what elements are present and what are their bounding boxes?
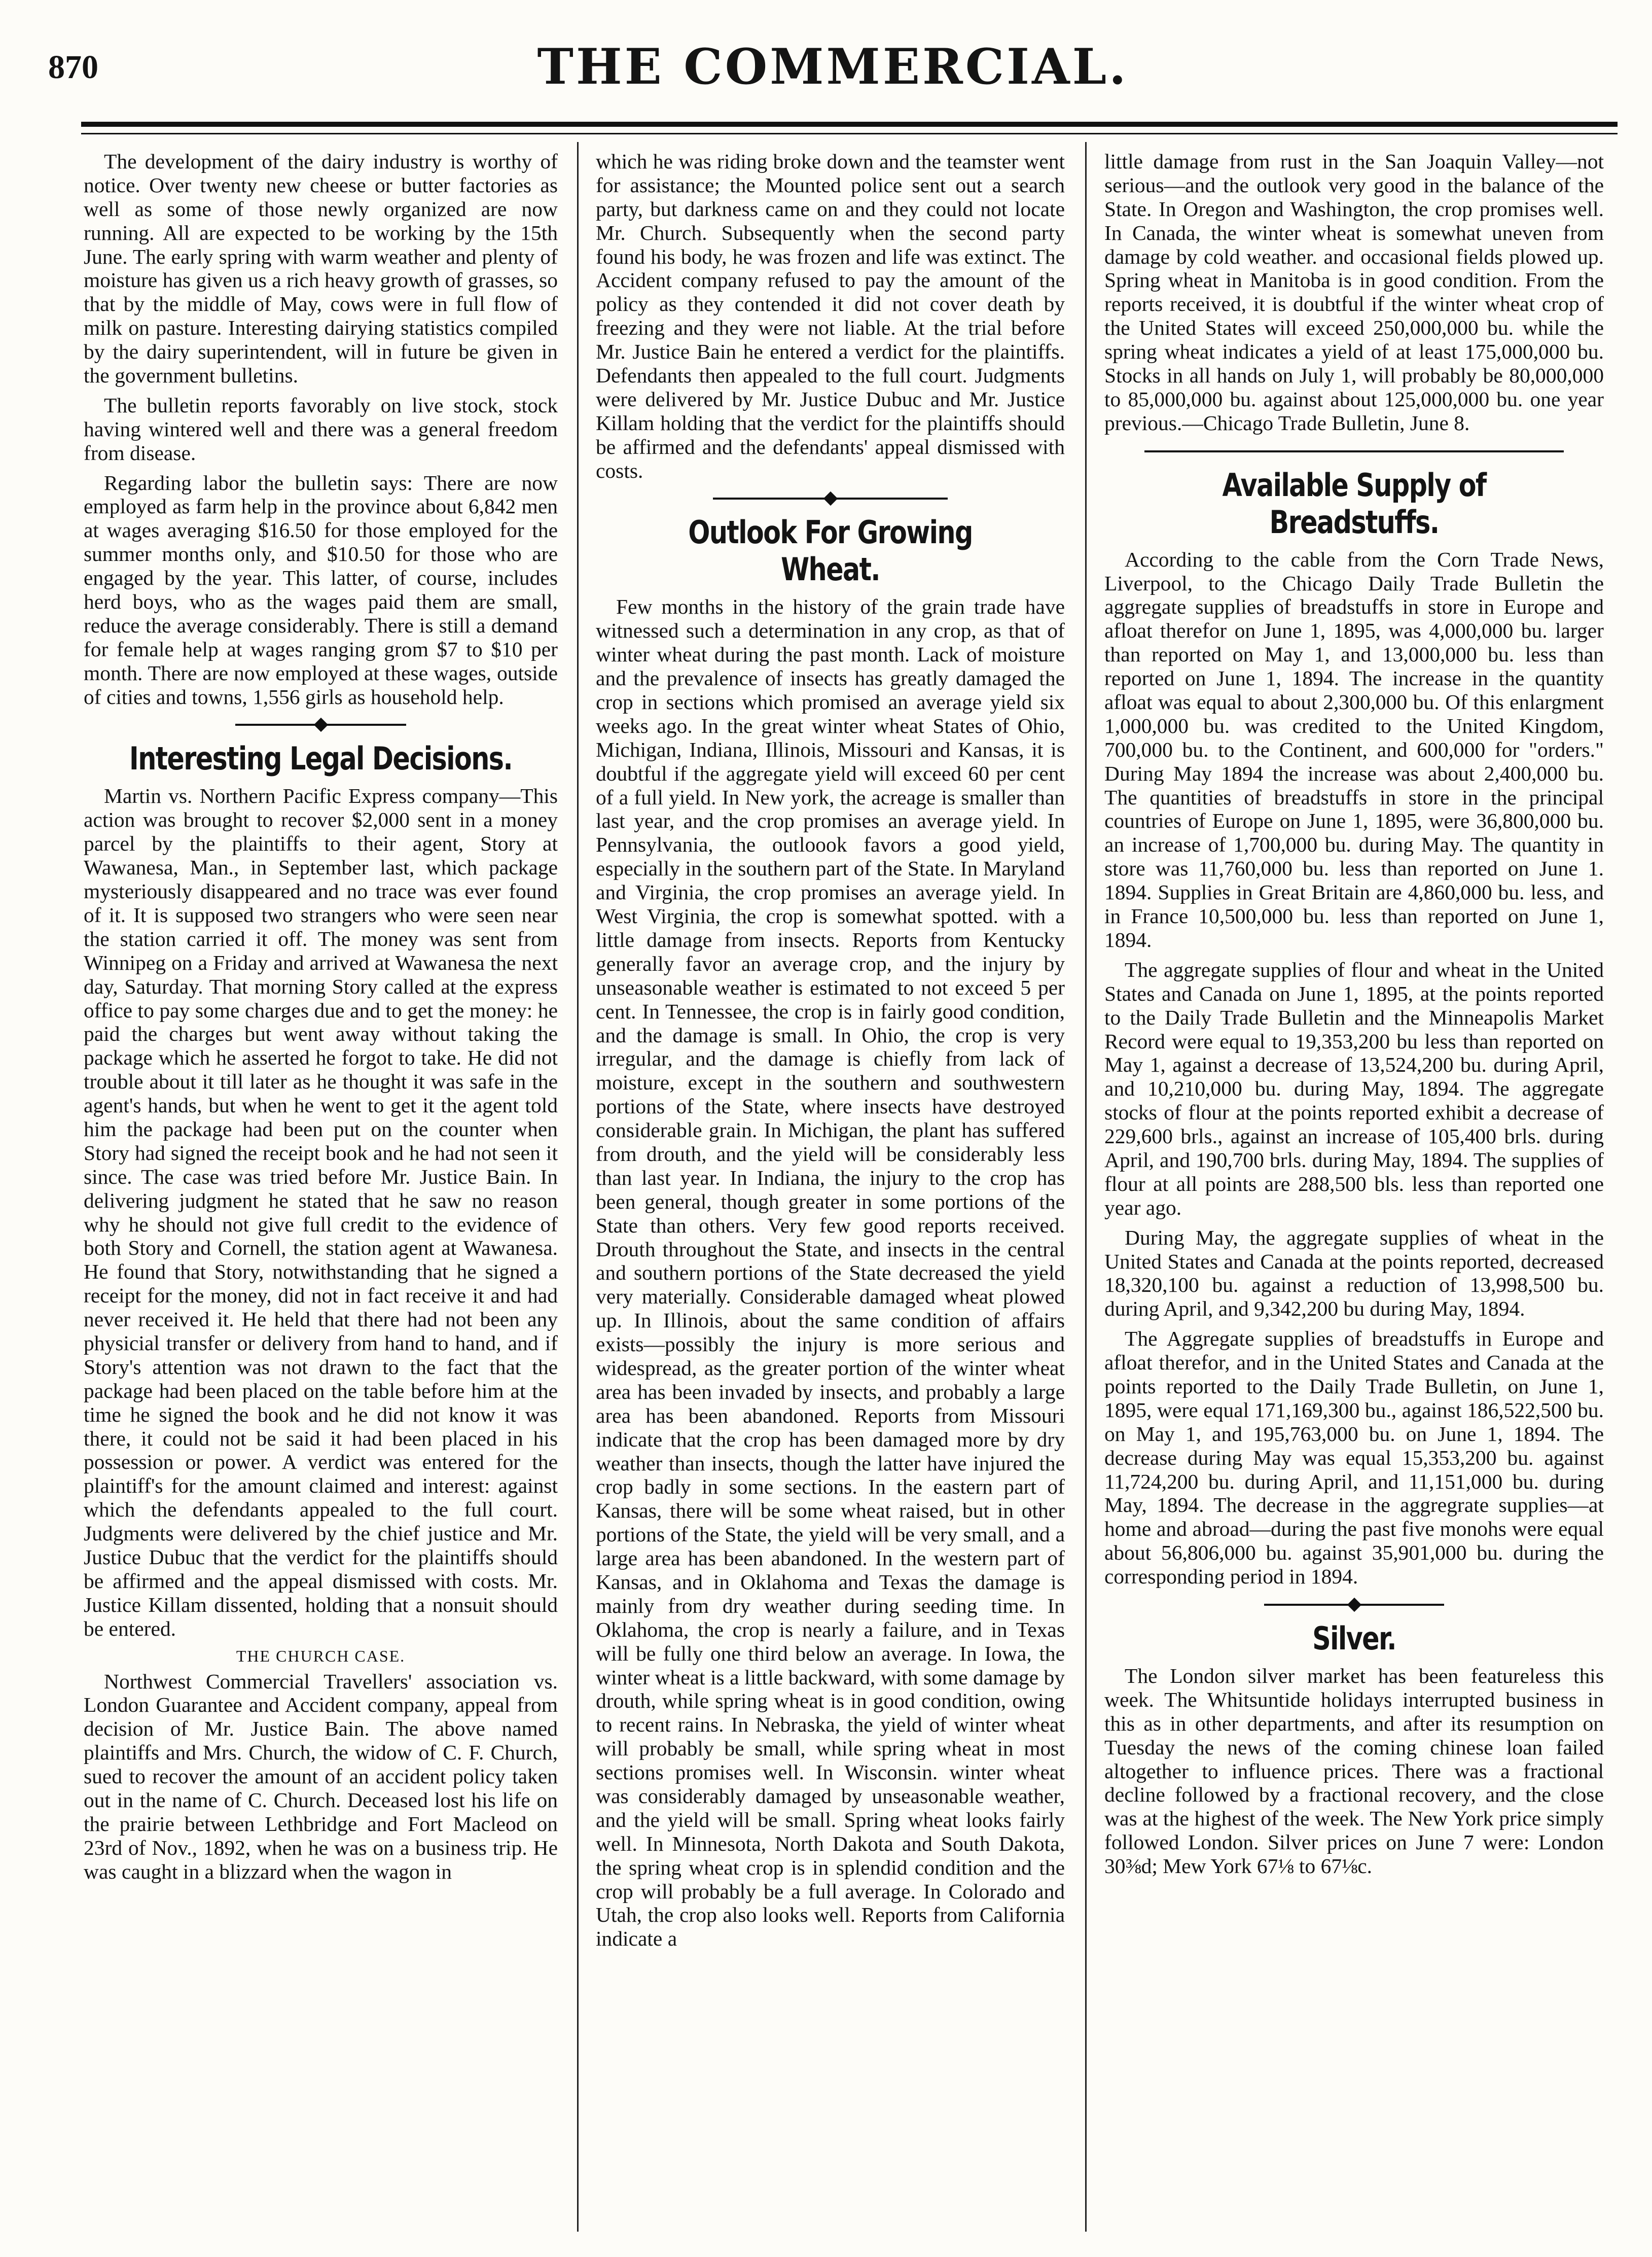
legal-decisions-heading: Interesting Legal Decisions. [129, 740, 513, 778]
wheat-outlook-continued: little damage from rust in the San Joaquin Valley—not serious—and the outlook very good in the balance of the State. In Oregon and Washington, the crop promises well. In Canada, the winter wheat is somewhat uneven from damage by cold weather. and occasional fields plowed up. Spring wheat in Manitoba is in good condition. From the reports received, it is doubtful if the winter wheat crop of the United States will exceed 250,000,000 bu. while the spring wheat indicates a yield of at least 175,000,000 bu. Stocks in all hands on July 1, will probably be 80,000,000 to 85,000,000 bu. against about 125,000,000 bu. one year previous.—Chicago Trade Bulletin, June 8. [1104, 150, 1604, 435]
livestock-paragraph: The bulletin reports favorably on live stock, stock having wintered well and there was a general freedom from disease. [84, 393, 558, 465]
section-separator [1104, 441, 1604, 462]
page-number: 870 [48, 49, 98, 86]
breadstuffs-paragraph-2: The aggregate supplies of flour and wheat in the United States and Canada on June 1, 1895, at the points reported to the Daily Trade Bulletin and the Minneapolis Market Record were equal to 19,353,200 bu less than reported on May 1, against a decrease of 13,524,200 bu. during April, and 10,210,000 bu. during May, 1894. The aggregate stocks of flour at the points reported exhibit a decrease of 229,600 brls., against an increase of 105,400 brls. during April, and 190,700 brls. during May, 1894. The supplies of flour at all points are 288,500 bls. less than reported one year ago. [1104, 958, 1604, 1219]
column-3 [1104, 150, 1604, 1884]
wheat-outlook-heading: Outlook For Growing Wheat. [688, 514, 973, 588]
column-1 [84, 150, 558, 1890]
section-separator [596, 488, 1065, 509]
masthead-rule [81, 122, 1618, 127]
newspaper-title: THE COMMERCIAL. [537, 38, 1129, 95]
martin-case-paragraph: Martin vs. Northern Pacific Express company—This action was brought to recover $2,000 sent in a money parcel by the plaintiffs to their agent, Story at Wawanesa, Man., in September last, which package mysteriously disappeared and no trace was ever found of it. It is supposed two strangers who were seen near the station carried it off. The money was sent from Winnipeg on a Friday and arrived at Wawanesa the next day, Saturday. That morning Story called at the express office to pay some charges due and to get the money: he paid the charges but went away without taking the package which he asserted he forgot to take. He did not trouble about it till later as he thought it was safe in the agent's hands, but when he went to get it the agent told him the package had been put on the counter when Story had signed the receipt book and he had not seen it since. The case was tried before Mr. Justice Bain. In delivering judgment he stated that he saw no reason why he should not give full credit to the evidence of both Story and Cornell, the station agent at Wawanesa. He found that Story, notwithstanding that he signed a receipt for the money, did not in fact receive it and had never received it. He held that there had not been any physicial transfer or delivery from hand to hand, and if Story's attention was not drawn to the fact that the package had been placed on the table before him at the time he signed the book and he did not know it was there, it could not be said it had been placed in his possession or power. A verdict was entered for the plaintiff's for the amount claimed and interest: against which the defendants appealed to the full court. Judgments were delivered by the chief justice and Mr. Justice Dubuc that the verdict for the plaintiffs should be affirmed and the appeal dismissed with costs. Mr. Justice Killam dissented, holding that a nonsuit should be entered. [84, 784, 558, 1640]
column-divider [1085, 142, 1087, 2232]
silver-paragraph: The London silver market has been featureless this week. The Whitsuntide holidays interrupted business in this as in other departments, and after its resumption on Tuesday the news of the coming chinese loan failed altogether to influence prices. There was a fractional decline followed by a fractional recovery, and the close was at the highest of the week. The New York price simply followed London. Silver prices on June 7 were: London 30⅜d; Mew York 67⅛ to 67⅛c. [1104, 1664, 1604, 1878]
church-case-paragraph: Northwest Commercial Travellers' association vs. London Guarantee and Accident company, appeal from decision of Mr. Justice Bain. The above named plaintiffs and Mrs. Church, the widow of C. F. Church, sued to recover the amount of an accident policy taken out in the name of C. Church. Deceased lost his life on the prairie between Lethbridge and Fort Macleod on 23rd of Nov., 1892, when he was on a business trip. He was caught in a blizzard when the wagon in [84, 1669, 558, 1883]
breadstuffs-paragraph-1: According to the cable from the Corn Trade News, Liverpool, to the Chicago Daily Trade Bulletin the aggregate supplies of breadstuffs in store in Europe and afloat therefor on June 1, 1895, was 4,000,000 bu. larger than reported on May 1, and 13,000,000 bu. less than reported on June 1, 1894. The increase in the quantity afloat was equal to about 2,300,000 bu. Of this enlargment 1,000,000 bu. was credited to the United Kingdom, 700,000 bu. to the Continent, and 600,000 for "orders." During May 1894 the increase was about 2,400,000 bu. The quantities of breadstuffs in store in the principal countries of Europe on June 1, 1895, were 36,800,000 bu. an increase of 1,700,000 bu. during May. The quantity in store was 11,760,000 bu. less than reported on June 1. 1894. Supplies in Great Britain are 4,860,000 bu. less, and in France 10,500,000 bu. less than reported on June 1, 1894. [1104, 547, 1604, 951]
section-separator [1104, 1595, 1604, 1615]
section-separator [84, 715, 558, 735]
masthead-rule-thin [81, 133, 1618, 134]
breadstuffs-heading: Available Supply of Breadstuffs. [1222, 466, 1486, 541]
column-divider [577, 142, 579, 2232]
silver-heading: Silver. [1312, 1619, 1396, 1657]
breadstuffs-paragraph-3: During May, the aggregate supplies of wheat in the United States and Canada at the points reported, decreased 18,320,100 bu. against a reduction of 13,998,500 bu. during April, and 9,342,200 bu during May, 1894. [1104, 1225, 1604, 1321]
church-case-subheading: THE CHURCH CASE. [236, 1646, 406, 1665]
column-2 [596, 150, 1065, 1957]
wheat-outlook-paragraph: Few months in the history of the grain trade have witnessed such a determination in any crop, as that of winter wheat during the past month. Lack of moisture and the prevalence of insects has greatly damaged the crop in sections which promised an average yield six weeks ago. In the great winter wheat States of Ohio, Michigan, Indiana, Illinois, Missouri and Kansas, it is doubtful if the aggregate yield will exceed 60 per cent of a full yield. In New york, the acreage is smaller than last year, and the crop promises an average yield. In Pennsylvania, the outloook favors a good yield, especially in the southern part of the State. In Maryland and Virginia, the crop promises an average yield. In West Virginia, the crop is somewhat spotted. with a little damage from insects. Reports from Kentucky generally favor an average crop, and the injury by unseasonable weather is estimated to not exceed 5 per cent. In Tennessee, the crop is in fairly good condition, and the damage is small. In Ohio, the crop is very irregular, and the damage is chiefly from lack of moisture, except in the southern and southwestern portions of the State, where insects have destroyed considerable grain. In Michigan, the plant has suffered from drouth, and the yield will be considerably less than last year. In Indiana, the injury to the crop has been general, though greater in some portions of the State than others. Very few good reports received. Drouth throughout the State, and insects in the central and southern portions of the State decreased the yield very materially. Considerable damaged wheat plowed up. In Illinois, about the same condition of affairs exists—possibly the injury is more serious and widespread, as the greater portion of the winter wheat area has been invaded by insects, and probably a large area has been abandoned. Reports from Missouri indicate that the crop has been damaged more by dry weather than insects, though the latter have injured the crop badly in some sections. In the eastern part of Kansas, there will be some wheat raised, but in other portions of the State, the yield will be very small, and a large area has been abandoned. In the western part of Kansas, and in Oklahoma and Texas the damage is mainly from dry weather during seeding time. In Oklahoma, the crop is nearly a failure, and in Texas will be fully one third below an average. In Iowa, the winter wheat is a little backward, with some damage by drouth, while spring wheat is in good condition, owing to recent rains. In Nebraska, the yield of winter wheat will probably be small, while spring wheat in most sections promises well. In Wisconsin. winter wheat was considerably damaged by unseasonable weather, and the yield will be small. Spring wheat looks fairly well. In Minnesota, North Dakota and South Dakota, the spring wheat crop is in splendid condition and the crop will probably be a full average. In Colorado and Utah, the crop also looks well. Reports from California indicate a [596, 595, 1065, 1951]
masthead [48, 28, 1618, 124]
church-case-continued: which he was riding broke down and the teamster went for assistance; the Mounted police sent out a search party, but darkness came on and they could not locate Mr. Church. Subsequently when the second party found his body, he was frozen and life was extinct. The Accident company refused to pay the amount of the policy as they contended it did not cover death by freezing and they were not liable. At the trial before Mr. Justice Bain he entered a verdict for the plaintiffs. Defendants then appealed to the full court. Judgments were delivered by Mr. Justice Dubuc and Mr. Justice Killam holding that the verdict for the plaintiffs should be affirmed and the defendants' appeal dismissed with costs. [596, 150, 1065, 482]
breadstuffs-paragraph-4: The Aggregate supplies of breadstuffs in Europe and afloat therefor, and in the United States and Canada at the points reported to the Daily Trade Bulletin, on June 1, 1895, were equal 171,169,300 bu., against 186,522,500 bu. on May 1, and 195,763,000 bu. on June 1, 1894. The decrease during May was equal 15,353,200 bu. against 11,724,200 bu. during April, and 11,151,000 bu. during May, 1894. The decrease in the aggregrate supplies—at home and abroad—during the past five monohs were equal about 56,806,000 bu. against 35,901,000 bu. during the corresponding period in 1894. [1104, 1327, 1604, 1589]
labor-paragraph: Regarding labor the bulletin says: There are now employed as farm help in the province about 6,842 men at wages averaging $16.50 for those employed for the summer months only, and $10.50 for those who are engaged by the year. This latter, of course, includes herd boys, who as the wages paid them are small, reduce the average considerably. There is still a demand for female help at wages ranging grom $7 to $10 per month. There are now employed at these wages, outside of cities and towns, 1,556 girls as household help. [84, 471, 558, 709]
dairy-paragraph: The development of the dairy industry is worthy of notice. Over twenty new cheese or butter factories as well as some of those newly organized are now running. All are expected to be working by the 15th June. The early spring with warm weather and plenty of moisture has given us a rich heavy growth of grasses, so that by the middle of May, cows were in full flow of milk on pasture. Interesting dairying statistics compiled by the dairy superintendent, will in future be given in the government bulletins. [84, 150, 558, 387]
